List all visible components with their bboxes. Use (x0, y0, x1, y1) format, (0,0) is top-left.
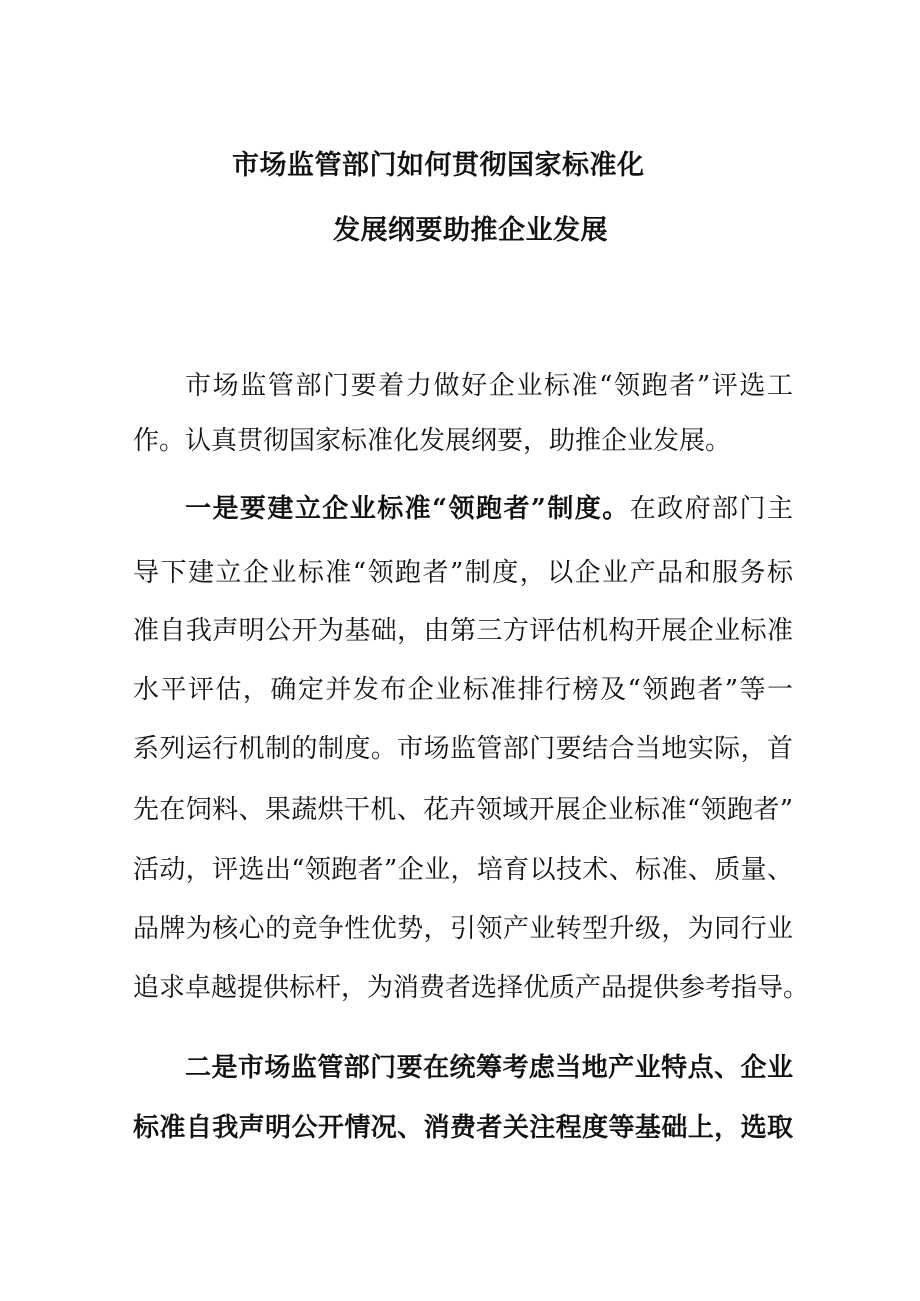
section1-paragraph-line-6: 先在饲料、果蔬烘干机、花卉领域开展企业标准“领跑者” (133, 795, 793, 825)
section1-paragraph-line-3: 准自我声明公开为基础，由第三方评估机构开展企业标准 (133, 616, 793, 646)
section1-paragraph-line-5: 系列运行机制的制度。市场监管部门要结合当地实际，首 (133, 734, 793, 764)
section2-paragraph-line-2: 标准自我声明公开情况、消费者关注程度等基础上，选取 (133, 1113, 793, 1143)
section1-paragraph-line-7: 活动，评选出“领跑者”企业，培育以技术、标准、质量、 (133, 855, 793, 885)
section1-paragraph-line-4: 水平评估，确定并发布企业标准排行榜及“领跑者”等一 (133, 675, 793, 705)
document-title-line-2: 发展纲要助推企业发展 (333, 215, 608, 246)
section1-paragraph-line-2: 导下建立企业标准“领跑者”制度，以企业产品和服务标 (133, 558, 793, 588)
section1-paragraph-line-8: 品牌为核心的竞争性优势，引领产业转型升级，为同行业 (133, 914, 793, 944)
section1-paragraph-line-1 (185, 496, 793, 522)
intro-paragraph-line-1: 市场监管部门要着力做好企业标准“领跑者”评选工 (185, 371, 793, 401)
section1-heading: 一是要建立企业标准“领跑者”制度。 (185, 494, 630, 524)
section2-paragraph-line-1: 二是市场监管部门要在统筹考虑当地产业特点、企业 (185, 1053, 793, 1083)
section1-paragraph-line-9: 追求卓越提供标杆，为消费者选择优质产品提供参考指导。 (133, 973, 810, 1003)
document-title-line-1: 市场监管部门如何贯彻国家标准化 (232, 150, 645, 181)
section1-line1-text: 在政府部门主 (629, 494, 793, 524)
intro-paragraph-line-2: 作。认真贯彻国家标准化发展纲要，助推企业发展。 (133, 426, 732, 456)
